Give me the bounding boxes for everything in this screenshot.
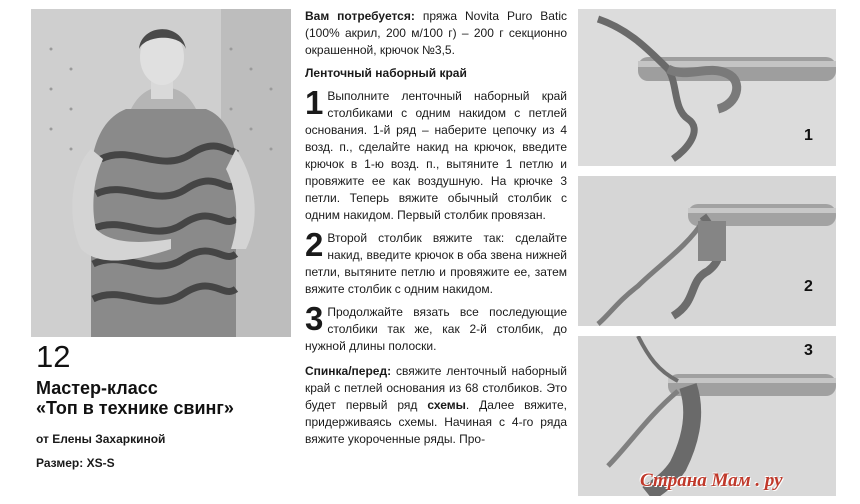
materials-paragraph xyxy=(305,8,567,59)
step-photo-2 xyxy=(578,176,836,326)
step-photo-1 xyxy=(578,9,836,166)
back-front-text-a: свяжите ленточный наборный край с петлей основания из 68 столбиков. Это будет первый ряд xyxy=(305,364,567,412)
issue-number: 12 xyxy=(36,339,71,374)
step-photo-1-image xyxy=(578,9,836,166)
article-header xyxy=(36,340,296,470)
model-photo xyxy=(31,9,291,337)
back-front-label: Спинка/перед: xyxy=(305,364,392,378)
step-3 xyxy=(305,300,567,355)
step-1-number: 1 xyxy=(305,84,324,121)
back-front-paragraph xyxy=(305,363,567,448)
instructions-column xyxy=(305,8,567,448)
step-photo-2-label: 2 xyxy=(804,278,813,295)
materials-text: пряжа Novita Puro Batic (100% акрил, 200 м/100 г) – 200 г секционно окрашенной, крючок №3,5. xyxy=(305,9,567,57)
step-photo-3-label: 3 xyxy=(804,342,813,359)
step-3-text: Продолжайте вязать все последующие столбики так же, как 2-й столбик, до нужной длины полоски. xyxy=(305,305,567,353)
title-line-1: Мастер-класс xyxy=(36,378,158,398)
step-3-number: 3 xyxy=(305,300,324,337)
model-photo-image xyxy=(31,9,291,337)
step-2 xyxy=(305,226,567,298)
step-2-text: Второй столбик вяжите так: сделайте накид, введите крючок в оба звена нижней петли, вытяните петлю и провяжите ее, затем вяжите столбик с одним накидом. xyxy=(305,231,567,296)
section-title: Ленточный наборный край xyxy=(305,66,467,80)
author: от Елены Захаркиной xyxy=(36,432,166,446)
size-label: Размер: xyxy=(36,456,84,470)
step-photo-2-image xyxy=(578,176,836,326)
size-line xyxy=(36,456,296,470)
step-photo-1-label: 1 xyxy=(804,127,813,144)
step-2-number: 2 xyxy=(305,226,324,263)
step-1-text: Выполните ленточный наборный край столбиками с одним накидом с петлей основания. 1-й ряд – наберите цепочку из 4 возд. п., сделайте накид на крючок, введите крючок в 1-ю возд. п., вытяните 1 петлю и провяжите ее как воздушную. На крючке 3 петли. Теперь вяжите обычный столбик с одним накидом. Первый столбик провязан. xyxy=(305,89,567,222)
title-line-2: «Топ в технике свинг» xyxy=(36,398,234,418)
materials-label: Вам потребуется: xyxy=(305,9,415,23)
step-1 xyxy=(305,84,567,224)
back-front-scheme: схемы xyxy=(427,398,466,412)
size-value: XS-S xyxy=(86,456,115,470)
back-front-text-b: . Далее вяжите, придерживаясь схемы. Начиная с 4-го ряда вяжите укороченные ряды. Про- xyxy=(305,398,567,446)
site-watermark: Страна Мам . ру xyxy=(640,470,783,491)
